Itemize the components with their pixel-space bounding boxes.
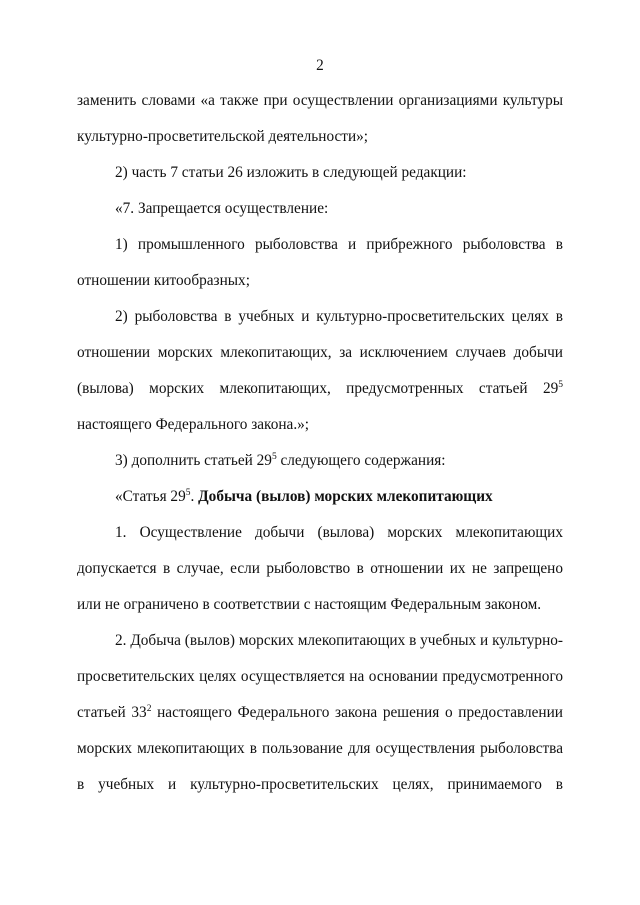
text-segment: . xyxy=(190,488,199,505)
superscript: 5 xyxy=(185,488,191,498)
text-segment: настоящего Федерального закона решения о предоставлении xyxy=(151,704,563,721)
page-number: 2 xyxy=(316,57,324,74)
superscript: 5 xyxy=(558,380,563,390)
article-title: Добыча (вылов) морских млекопитающих xyxy=(198,488,493,505)
text-line: просветительских целях осуществляется на основании предусмотренного xyxy=(77,668,563,685)
text-line xyxy=(77,371,563,407)
text-line: 2) рыболовства в учебных и культурно-просветительских целях в xyxy=(115,308,563,325)
text-line: в учебных и культурно-просветительских целях, принимаемого в xyxy=(77,776,563,793)
text-line: допускается в случае, если рыболовство в отношении их не запрещено xyxy=(77,560,563,577)
text-line: культурно-просветительской деятельности»; xyxy=(77,128,369,145)
text-segment: статьей 33 xyxy=(77,704,147,721)
text-line: отношении китообразных; xyxy=(77,272,250,289)
text-line: морских млекопитающих в пользование для осуществления рыболовства xyxy=(77,740,563,757)
text-line: 2. Добыча (вылов) морских млекопитающих в учебных и культурно- xyxy=(115,632,563,649)
text-line: «7. Запрещается осуществление: xyxy=(115,200,329,217)
text-line: настоящего Федерального закона.»; xyxy=(77,416,310,433)
text-segment: «Статья 29 xyxy=(115,488,186,505)
text-segment: следующего содержания: xyxy=(276,452,446,469)
superscript: 2 xyxy=(146,704,152,714)
text-line: отношении морских млекопитающих, за исключением случаев добычи xyxy=(77,344,563,361)
text-segment: 3) дополнить статьей 29 xyxy=(115,452,272,469)
text-line: 1) промышленного рыболовства и прибрежного рыболовства в xyxy=(115,236,563,253)
text-line xyxy=(77,443,563,479)
text-line: 1. Осуществление добычи (вылова) морских млекопитающих xyxy=(115,524,563,541)
text-segment: (вылова) морских млекопитающих, предусмотренных статьей 29 xyxy=(77,380,559,397)
text-line: 2) часть 7 статьи 26 изложить в следующей редакции: xyxy=(115,164,467,181)
text-line xyxy=(77,695,563,731)
text-line: заменить словами «а также при осуществлении организациями культуры xyxy=(77,92,563,109)
superscript: 5 xyxy=(271,452,277,462)
text-line: или не ограничено в соответствии с настоящим Федеральным законом. xyxy=(77,596,542,613)
article-heading xyxy=(77,479,563,515)
document-body xyxy=(77,83,563,803)
